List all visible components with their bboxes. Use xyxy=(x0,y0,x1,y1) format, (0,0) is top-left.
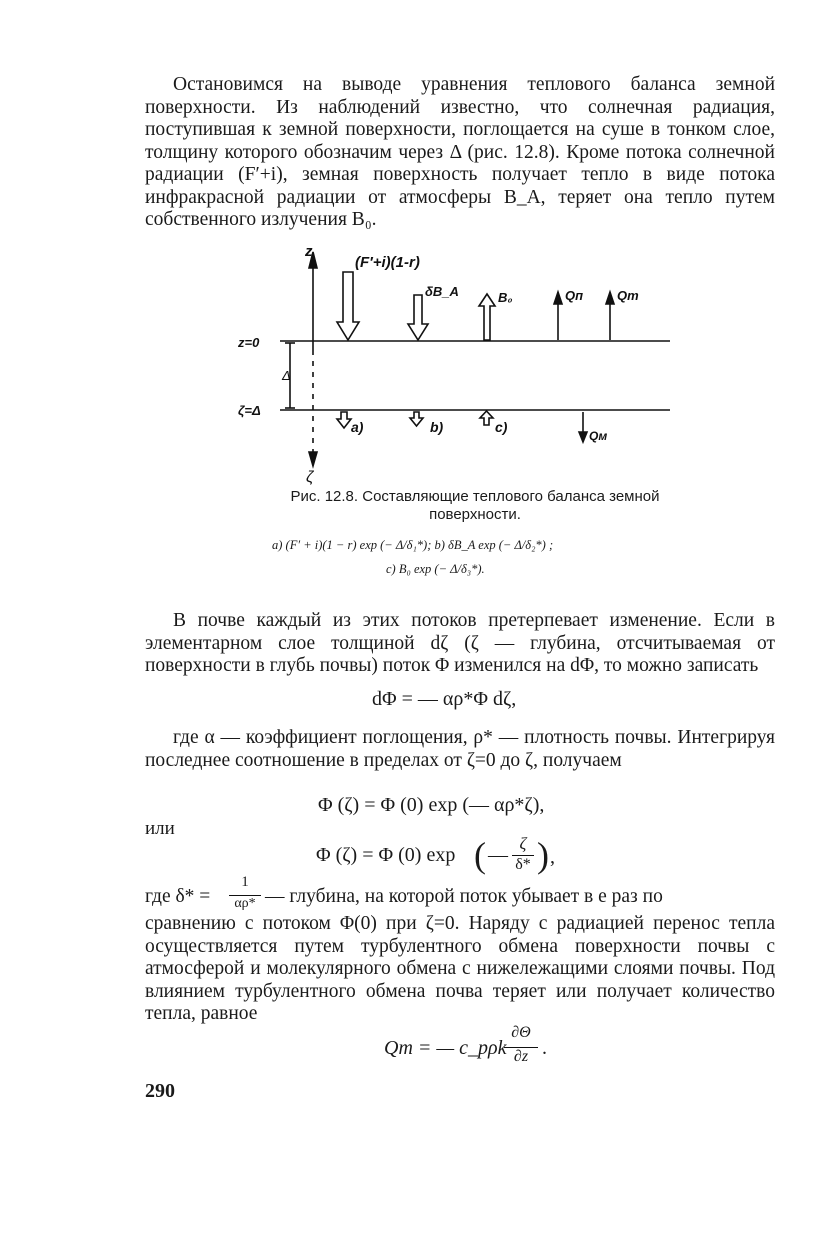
equation-4-num: ∂Θ xyxy=(511,1024,531,1041)
paragraph-1: Остановимся на выводе уравнения теплового баланса земной поверхности. Из наблюдений известно, что солнечная радиация, поступившая к земной поверхности, поглощается на суше в тонком слое, толщину которого обозначим через Δ (рис. 12.8). Кроме потока солнечной радиации (F′+i), земная поверхность получает тепло в виде потока инфракрасной радиации от атмосферы B_A, теряет она тепло путем собственного излучения B₀. xyxy=(145,74,775,230)
z-zero-label: z=0 xyxy=(238,335,260,350)
equation-3-num: ζ xyxy=(519,834,527,853)
figure-caption xyxy=(225,488,725,524)
sub-a-arrow xyxy=(337,412,351,428)
delta-star-num: 1 xyxy=(241,874,249,890)
equation-3-comma: , xyxy=(550,846,555,868)
caption-sub-c: c) B₀ exp (− Δ/δ₃*). xyxy=(386,562,485,576)
flux-solar-label: (F′+i)(1-r) xyxy=(355,254,420,271)
flux-atm-label: δB_A xyxy=(425,284,459,299)
equation-4-den: ∂z xyxy=(513,1048,529,1065)
paragraph-4-line-1 xyxy=(145,874,775,918)
z-axis-label: z xyxy=(305,243,313,260)
equation-3-den: δ* xyxy=(515,856,531,873)
flux-qt-label: Qт xyxy=(617,288,639,303)
caption-sub-a: a) (F′ + i)(1 − r) exp (− Δ/δ₁*); xyxy=(272,538,432,552)
paragraph-3: где α — коэффициент поглощения, ρ* — плотность почвы. Интегрируя последнее соотношение в пределах от ζ=0 до ζ, получаем xyxy=(145,727,775,771)
flux-qn-label: Qп xyxy=(565,288,584,303)
flux-own-arrow xyxy=(479,294,495,340)
equation-3-rparen: ) xyxy=(537,835,549,875)
paragraph-4-rest: сравнению с потоком Φ(0) при ζ=0. Наряду с радиацией перенос тепла осуществляется путем турбулентного обмена поверхности почвы с атмосферой и молекулярного обмена с нижележащими слоями почвы. Под влиянием турбулентного обмена почва теряет или получает количество тепла, равное xyxy=(145,913,775,1024)
flux-solar-arrow xyxy=(337,272,359,340)
delta-star-den: αρ* xyxy=(234,896,256,911)
zeta-delta-label: ζ=Δ xyxy=(238,403,261,418)
caption-line-1: Рис. 12.8. Составляющие теплового баланса земной xyxy=(290,488,660,505)
zeta-axis-arrowhead xyxy=(309,452,317,466)
caption-subitems-ab xyxy=(272,538,553,553)
sub-b-label: b) xyxy=(430,419,444,435)
paragraph-2: В почве каждый из этих потоков претерпевает изменение. Если в элементарном слое толщиной dζ (ζ — глубина, отсчитываемая от поверхности в глубь почвы) поток Φ изменился на dΦ, то можно записать xyxy=(145,610,775,676)
equation-3-lparen: ( xyxy=(474,835,486,875)
equation-3-minus: — xyxy=(488,844,508,866)
flux-own-label: B₀ xyxy=(498,290,513,305)
sub-a-label: a) xyxy=(351,419,364,435)
caption-line-2: поверхности. xyxy=(429,506,521,523)
zeta-axis-label: ζ xyxy=(306,469,314,486)
word-or: или xyxy=(145,818,175,839)
equation-1: dΦ = — αρ*Φ dζ, xyxy=(372,688,517,710)
flux-atm-arrow xyxy=(408,295,428,340)
delta-label: Δ xyxy=(282,368,291,383)
equation-4-left: Qт = — c_pρk xyxy=(384,1037,507,1059)
equation-4-dot: . xyxy=(542,1037,547,1059)
equation-2: Φ (ζ) = Φ (0) exp (— αρ*ζ), xyxy=(318,794,545,816)
sub-b-arrow xyxy=(410,412,423,426)
caption-sub-b: b) δB_A exp (− Δ/δ₂*) ; xyxy=(434,538,554,552)
sub-c-label: c) xyxy=(495,419,508,435)
sub-c-arrow xyxy=(480,411,493,425)
delta-star-lead: где δ* = xyxy=(145,886,211,907)
equation-3-left: Φ (ζ) = Φ (0) exp xyxy=(316,844,456,866)
flux-qm-label: Qм xyxy=(589,429,608,443)
page-number: 290 xyxy=(145,1080,175,1102)
paragraph-4-line-1-rest: — глубина, на которой поток убывает в e раз по xyxy=(265,886,663,907)
